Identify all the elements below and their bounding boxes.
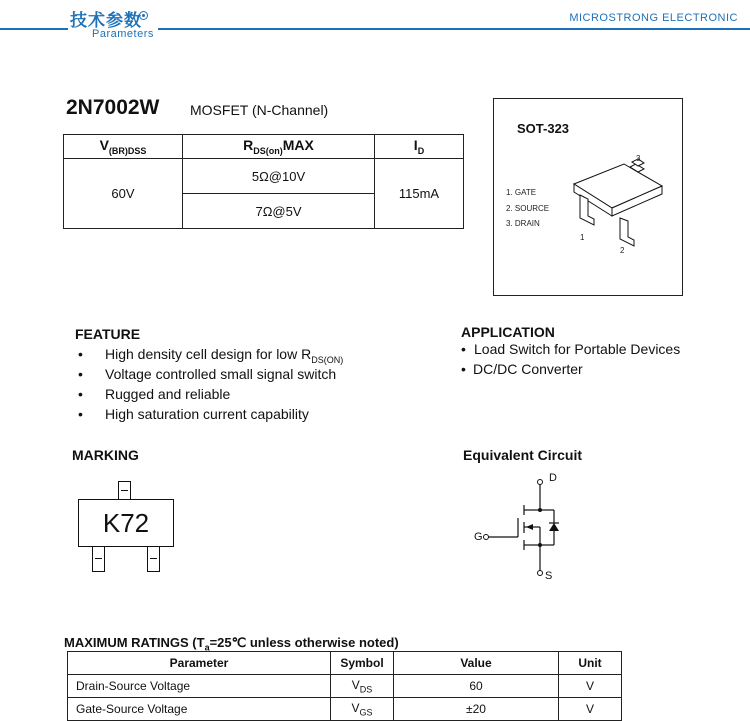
max-ratings-table [67,651,622,721]
pin-number-3: 3 [636,154,641,163]
rds-value-10v: 5Ω@10V [183,159,375,194]
row-symbol: $V_{GS}$ [331,698,394,721]
bullet-icon: • [461,361,466,377]
row-parameter: Gate-Source Voltage [68,698,331,721]
col-header-value: Value [394,652,559,675]
col-header-symbol: Symbol [331,652,394,675]
part-type: MOSFET (N-Channel) [190,102,329,118]
col-header-unit: Unit [559,652,622,675]
feature-item-4: High saturation current capability [105,406,309,422]
source-label: S [545,570,553,582]
company-name: MICROSTRONG ELECTRONIC [569,12,738,24]
row-value: ±20 [394,698,559,721]
marking-code: K72 [102,508,150,538]
pin-label-gate: 1. GATE [506,188,537,197]
marking-title: MARKING [72,447,139,463]
bullet-icon: • [78,346,83,362]
feature-title: FEATURE [75,326,141,342]
application-title: APPLICATION [461,324,555,340]
section-title-cn: 技术参数 [70,11,142,31]
table-row [68,675,622,698]
header-rds: $R_{DS(on)}MAX$ [183,135,375,159]
package-name: SOT-323 [517,121,570,136]
row-symbol: $V_{DS}$ [331,675,394,698]
application-item-1: Load Switch for Portable Devices [474,341,681,357]
bullet-icon: • [78,386,83,402]
part-number: 2N7002W [66,96,160,119]
bullet-icon: • [78,406,83,422]
rds-value-5v: 7Ω@5V [183,194,375,229]
id-value: 115mA [375,159,464,229]
marking-pad-left [92,546,105,572]
marking-pad-top [118,481,131,500]
gate-label: G [474,531,483,543]
max-ratings-title: MAXIMUM RATINGS ($T_a=25℃$ unless otherwise noted) [64,635,399,653]
row-unit: V [559,675,622,698]
mosfet-symbol [480,470,580,580]
row-value: 60 [394,675,559,698]
pin-number-1: 1 [580,233,585,242]
row-parameter: Drain-Source Voltage [68,675,331,698]
feature-item-2: Voltage controlled small signal switch [105,366,337,382]
pin-number-2: 2 [620,246,625,255]
table-row [68,698,622,721]
marking-pad-right [147,546,160,572]
header-vbr: $V_{(BR)DSS}$ [64,135,183,159]
header-id: $I_D$ [375,135,464,159]
bullet-icon: • [78,366,83,382]
drain-label: D [549,472,557,484]
application-item-2: DC/DC Converter [473,361,583,377]
section-title-en: Parameters [92,28,154,40]
circuit-title: Equivalent Circuit [463,447,583,463]
pin-label-source: 2. SOURCE [506,204,550,213]
row-unit: V [559,698,622,721]
bullet-icon: • [461,341,466,357]
feature-item-3: Rugged and reliable [105,386,231,402]
pin-label-drain: 3. DRAIN [506,219,540,228]
vbr-value: 60V [64,159,183,229]
feature-item-1: High density cell design for low $R_{DS(ON)}$ [105,346,344,365]
key-spec-table [63,134,464,229]
col-header-parameter: Parameter [68,652,331,675]
target-icon [139,11,148,20]
